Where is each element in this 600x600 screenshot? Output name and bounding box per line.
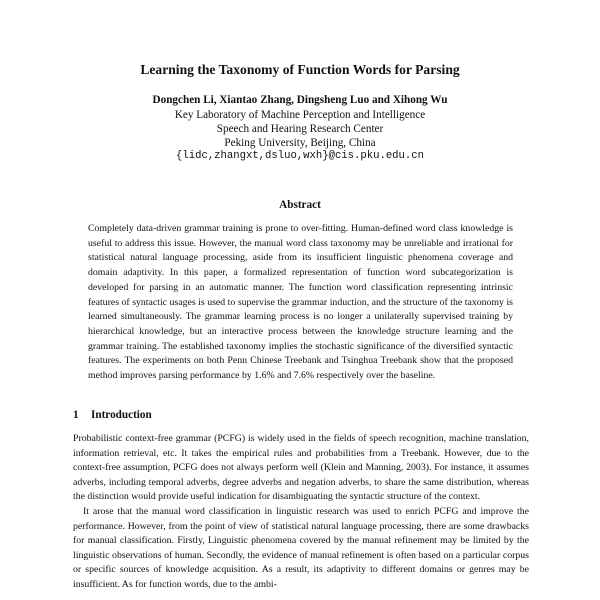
affiliation-line-2: Speech and Hearing Research Center [216,123,384,135]
section-heading-introduction [73,409,152,421]
abstract-text: Completely data-driven grammar training is prone to over-fitting. Human-defined word class knowledge is useful to address this issue. However, the manual word class taxonomy may be unreliable and irrational for statistical natural language processing, aside from its insufficient linguistic phenomena coverage and domain adaptivity. In this paper, a formalized representation of function word subcategorization is developed for parsing in an automatic manner. The function word classification representing intrinsic features of syntactic usages is used to supervise the grammar induction, and the structure of the taxonomy is learned simultaneously. The grammar learning process is no longer a unilaterally supervised training by hierarchical knowledge, but an interactive process between the knowledge structure learning and the grammar training. The established taxonomy implies the stochastic significance of the diversified syntactic features. The experiments on both Penn Chinese Treebank and Tsinghua Treebank show that the proposed method improves parsing performance by 1.6% and 7.6% respectively over the baseline. [88,223,513,382]
intro-paragraph-1: Probabilistic context-free grammar (PCFG) is widely used in the fields of speech recognition, machine translation, information retrieval, etc. It takes the empirical rules and probabilities from a Treebank. However, due to the context-free assumption, PCFG does not always perform well (Klein and Manning, 2003). For instance, it assumes adverbs, including temporal adverbs, degree adverbs and negation adverbs, to share the same distribution, whereas the distinction would provide useful indication for disambiguating the syntactic structure of the context. [73,433,529,503]
affiliation-line-3: Peking University, Beijing, China [224,137,376,149]
section-title: Introduction [91,409,152,421]
author-list: Dongchen Li, Xiantao Zhang, Dingsheng Luo and Xihong Wu [152,94,448,106]
intro-paragraph-2: It arose that the manual word classification in linguistic research was used to enrich PCFG and improve the performance. However, from the point of view of statistical natural language processing, there are some drawbacks for manual classification. Firstly, Linguistic phenomena covered by the manual refinement may be limited by the linguistic observations of human. Secondly, the evidence of manual refinement is often based on a particular corpus or specific sources of knowledge acquisition. As a result, its adaptivity to different domains or genres may be insufficient. As for function words, due to the ambi- [73,505,529,590]
paper-title: Learning the Taxonomy of Function Words for Parsing [140,62,460,77]
section-number: 1 [73,409,79,421]
affiliation-line-1: Key Laboratory of Machine Perception and Intelligence [174,109,426,121]
abstract-heading: Abstract [279,199,321,211]
introduction-body [73,432,529,593]
author-email: {lidc,zhangxt,dsluo,wxh}@cis.pku.edu.cn [176,150,424,162]
